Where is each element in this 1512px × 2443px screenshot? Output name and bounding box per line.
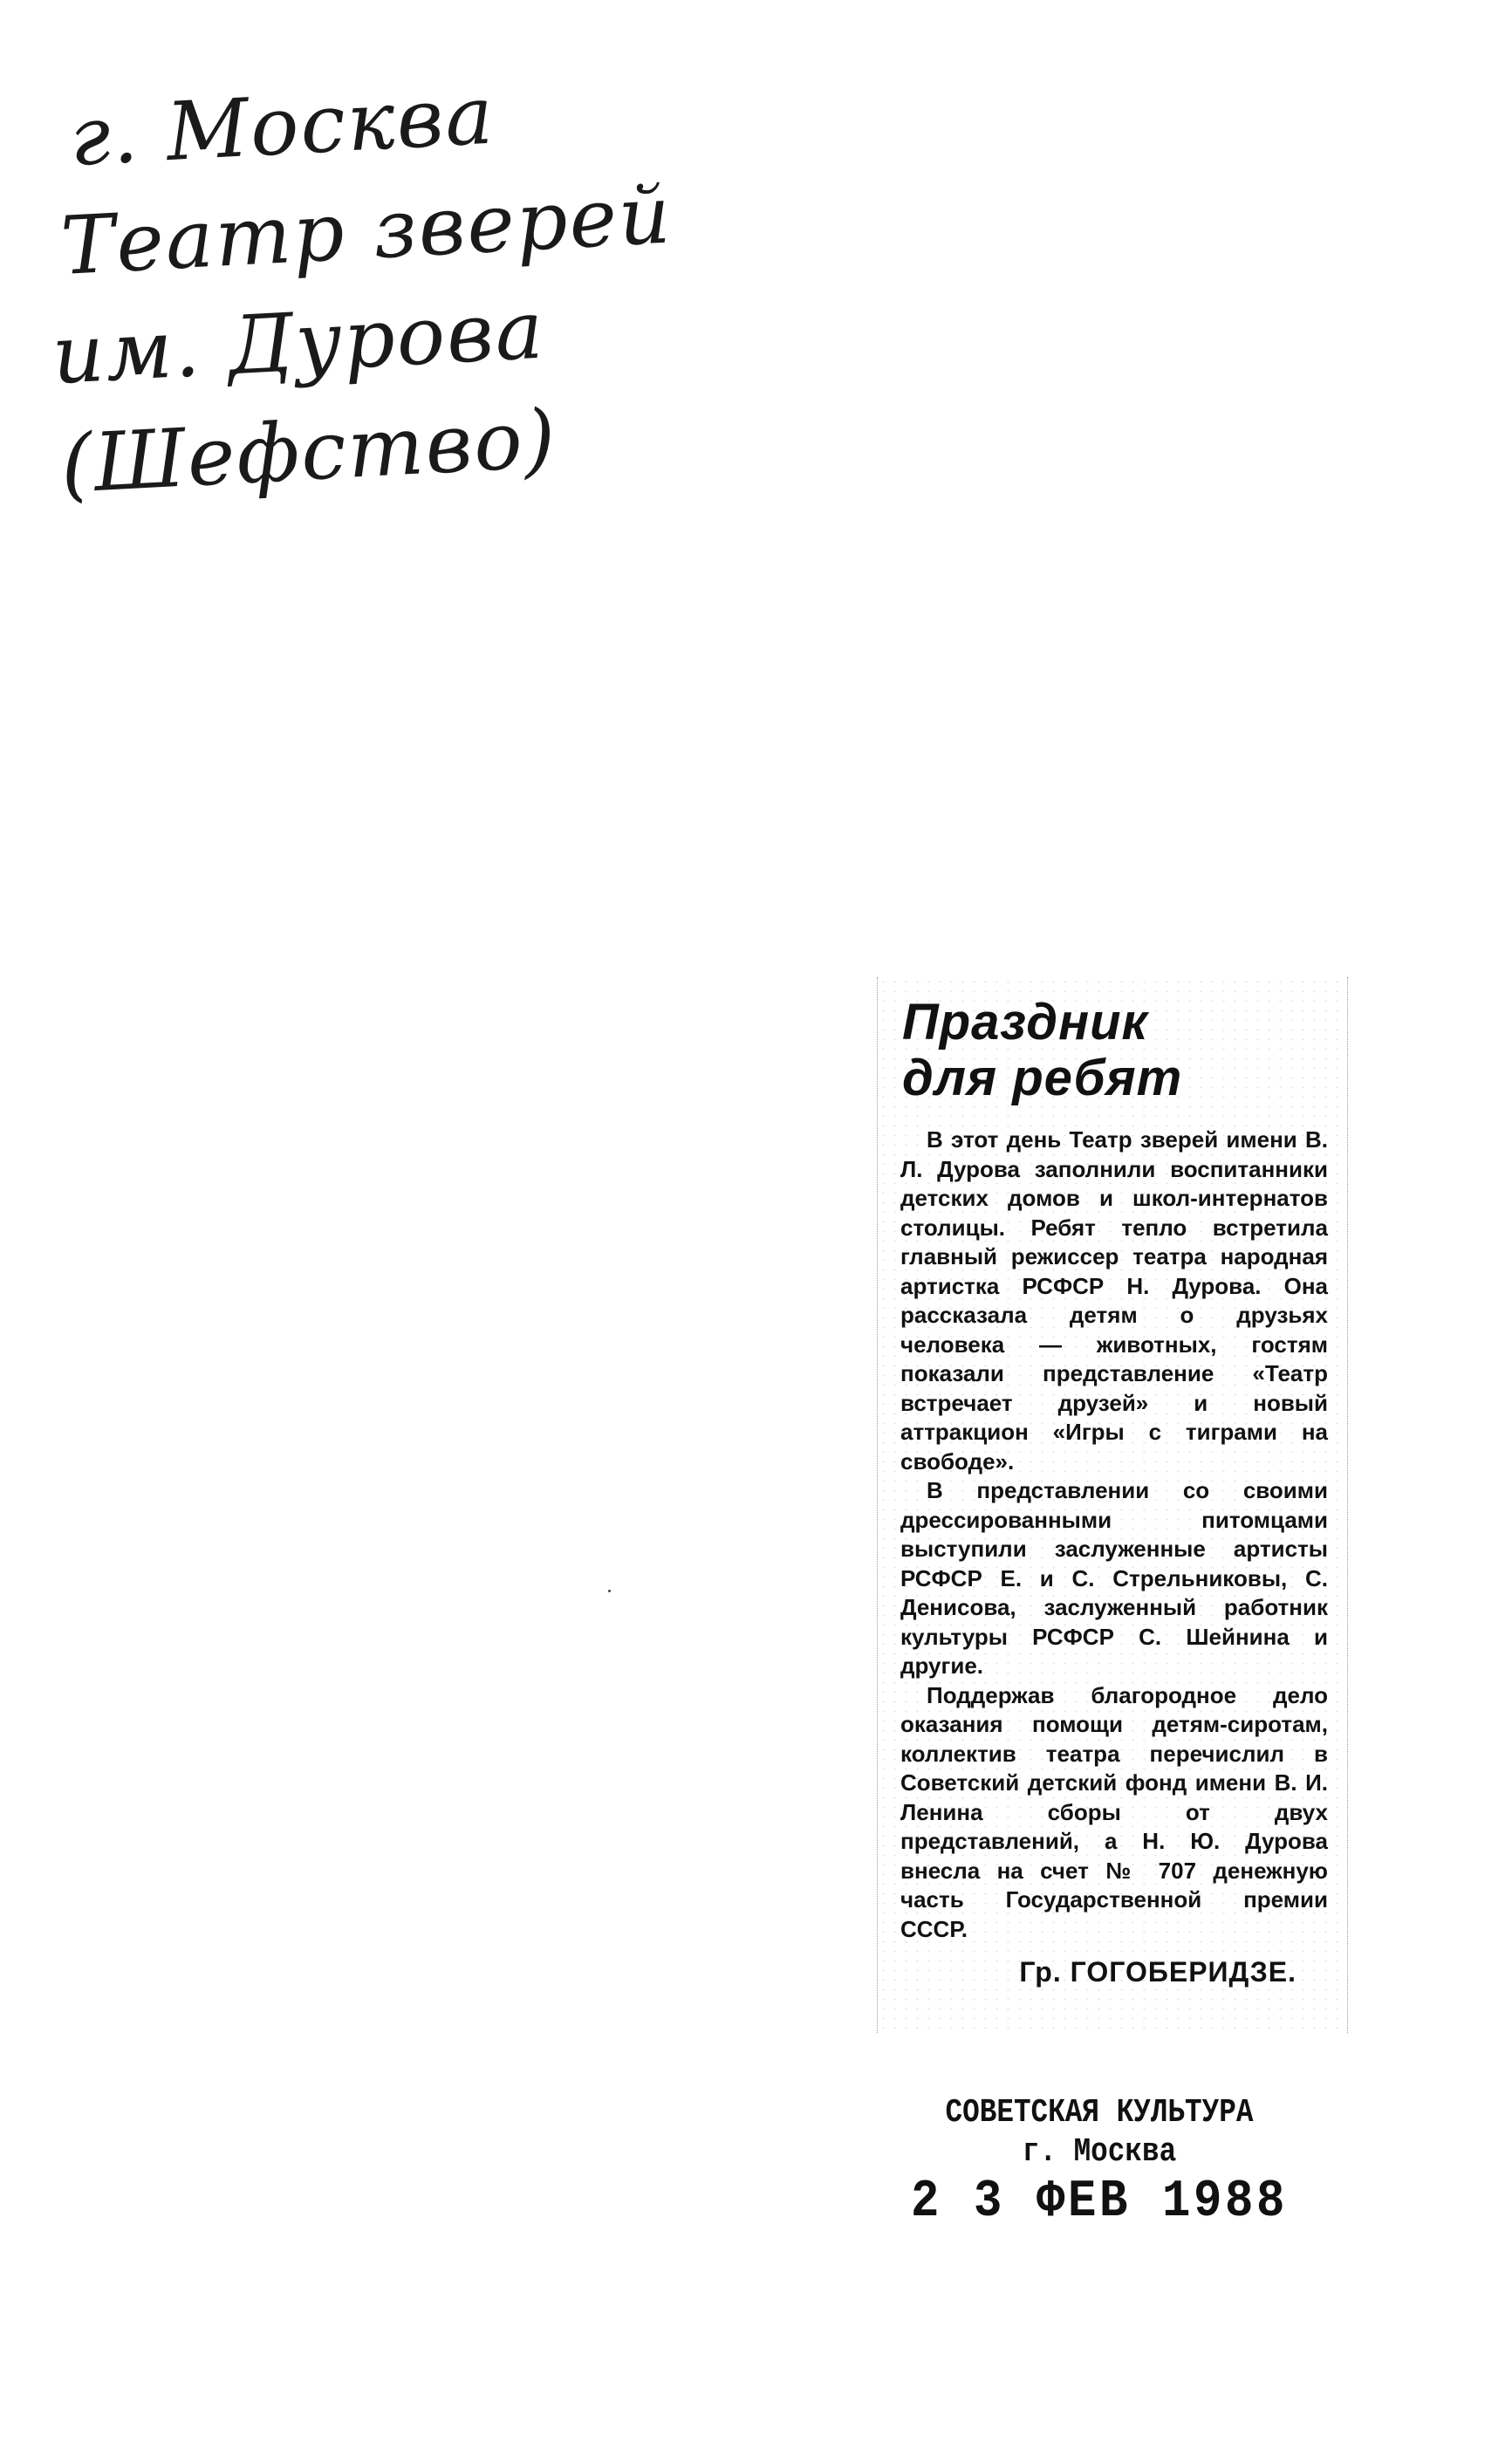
headline-line-2: для ребят	[902, 1050, 1183, 1106]
article-paragraph: В представлении со своими дрессированными питомцами выступили заслуженные артисты РСФСР Е. и С. Стрельниковы, С. Денисова, заслуженный работник культуры РСФСР С. Шейнина и другие.	[900, 1477, 1328, 1679]
scan-speck	[608, 1590, 611, 1592]
handwritten-city: г. Москва	[67, 68, 497, 184]
handwritten-theatre: Театр зверей	[58, 168, 674, 293]
article-headline	[902, 995, 1331, 1106]
article-byline: Гр. ГОГОБЕРИДЗЕ.	[1019, 1956, 1296, 1988]
handwritten-patronage: (Шефство)	[58, 392, 559, 511]
headline-line-1: Праздник	[902, 994, 1148, 1050]
stamp-city: г. Москва	[1022, 2133, 1177, 2171]
stamp-date: 2 3 ФЕВ 1988	[910, 2173, 1289, 2232]
archive-stamp	[881, 2094, 1317, 2232]
newspaper-clipping	[877, 977, 1348, 2033]
article-body	[900, 1126, 1328, 1944]
article-paragraph: Поддержав благородное дело оказания помощи детям-сиротам, коллектив театра перечислил в Советский детский фонд имени В. И. Ленина сборы от двух представлений, а Н. Ю. Дурова внесла на счет № 707 денежную часть Государственной премии СССР.	[900, 1681, 1328, 1942]
stamp-newspaper-name: СОВЕТСКАЯ КУЛЬТУРА	[945, 2094, 1254, 2132]
article-paragraph: В этот день Театр зверей имени В. Л. Дурова заполнили воспитанники детских домов и школ-интернатов столицы. Ребят тепло встретила главный режиссер театра народная артистка РСФСР Н. Дурова. Она рассказала детям о друзьях человека — животных, гостям показали представление «Театр встречает друзей» и новый аттракцион «Игры с тиграми на свободе».	[900, 1126, 1328, 1475]
handwritten-named-after: им. Дурова	[50, 283, 547, 402]
handwritten-note	[50, 68, 674, 519]
